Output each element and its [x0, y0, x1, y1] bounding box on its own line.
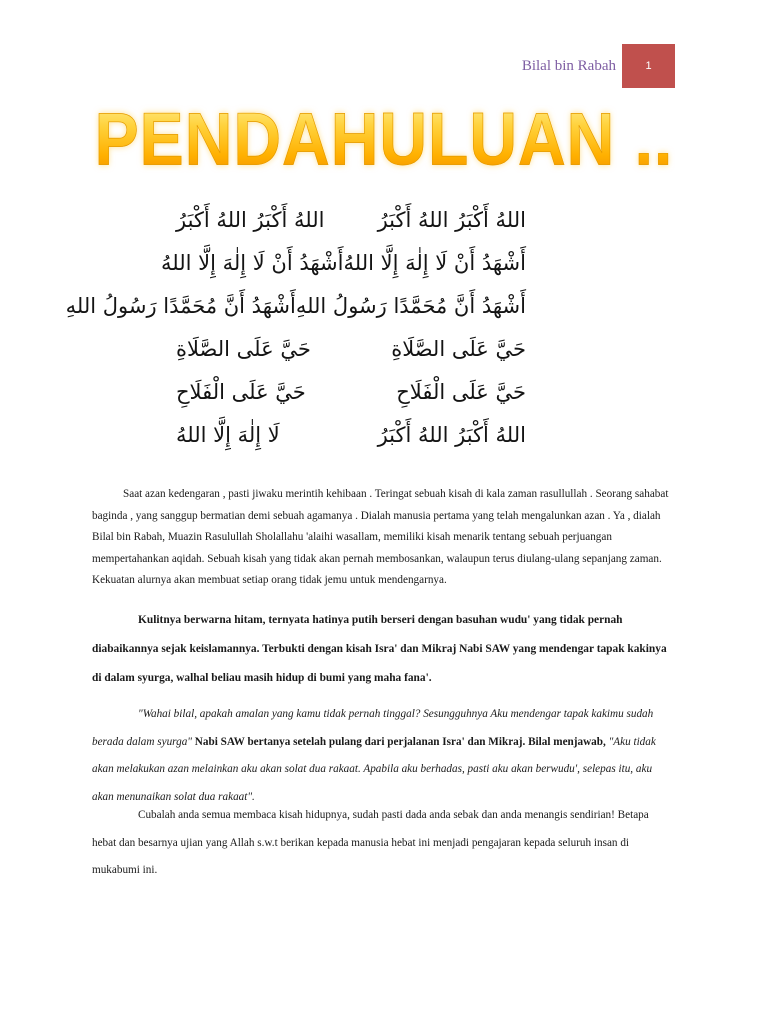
- azan-phrase: حَيَّ عَلَى الصَّلَاةِ: [176, 336, 311, 361]
- azan-row: [65, 284, 526, 327]
- page-number: 1: [645, 60, 652, 72]
- bilal-quote: "Aku tidak akan melakukan azan melainkan aku akan solat dua rakaat. Apabila aku berhadas, pasti aku akan berwudu', selepas itu, aku akan menunaikan solat dua rakaat".: [92, 735, 656, 803]
- azan-row: [176, 198, 526, 241]
- azan-calligraphy-image: [65, 198, 526, 460]
- intro-paragraph: Saat azan kedengaran , pasti jiwaku merintih kehibaan . Teringat sebuah kisah di kala zaman rasullullah . Seorang sahabat baginda , yang sanggup bermatian demi sebuah agamanya . Dialah manusia pertama yang telah mengalunkan azan . Ya , dialah Bilal bin Rabah, Muazin Rasulullah Sholallahu 'alaihi wasallam, memiliki kisah menarik tentang sebuah perjuangan mempertahankan aqidah. Sebuah kisah yang tidak akan pernah membosankan, walaupun terus diulang-ulang sepanjang zaman. Kekuatan alurnya akan membuat setiap orang tidak jemu untuk mendengarnya.: [92, 488, 669, 586]
- document-header-title: Bilal bin Rabah: [521, 58, 616, 74]
- azan-phrase: اللهُ أَكْبَرُ اللهُ أَكْبَرُ: [377, 422, 526, 447]
- azan-phrase: حَيَّ عَلَى الْفَلَاحِ: [176, 379, 306, 404]
- azan-phrase: حَيَّ عَلَى الْفَلَاحِ: [396, 379, 526, 404]
- description-paragraph: Kulitnya berwarna hitam, ternyata hatinya putih berseri dengan basuhan wudu' yang tidak pernah diabaikannya sejak keislamannya. Terbukti dengan kisah Isra' dan Mikraj Nabi SAW yang mendengar tapak kakinya di dalam syurga, walhal beliau masih hidup di bumi yang maha fana'.: [92, 614, 667, 684]
- azan-phrase: حَيَّ عَلَى الصَّلَاةِ: [391, 336, 526, 361]
- azan-row: [176, 413, 526, 456]
- azan-row: [176, 370, 526, 413]
- azan-phrase: أَشْهَدُ أَنَّ مُحَمَّدًا رَسُولُ اللهِ: [295, 293, 526, 318]
- azan-row: [176, 327, 526, 370]
- main-title: PENDAHULUAN ..: [0, 96, 768, 181]
- azan-row: [161, 241, 526, 284]
- azan-phrase: أَشْهَدُ أَنْ لَا إِلٰهَ إِلَّا اللهُ: [161, 250, 344, 275]
- dialogue-paragraph: [92, 701, 675, 811]
- closing-paragraph: Cubalah anda semua membaca kisah hidupnya, sudah pasti dada anda sebak dan anda menangis sendirian! Betapa hebat dan besarnya ujian yang Allah s.w.t berikan kepada manusia hebat ini menjadi pengajaran kepada seluruh insan di mukabumi ini.: [92, 809, 649, 876]
- azan-phrase: أَشْهَدُ أَنَّ مُحَمَّدًا رَسُولُ اللهِ: [65, 293, 296, 318]
- page-number-box: [622, 44, 675, 88]
- azan-phrase: اللهُ أَكْبَرُ اللهُ أَكْبَرُ: [377, 207, 526, 232]
- narration-text: Nabi SAW bertanya setelah pulang dari perjalanan Isra' dan Mikraj. Bilal menjawab,: [192, 735, 609, 748]
- azan-phrase: لَا إِلٰهَ إِلَّا اللهُ: [176, 422, 280, 447]
- azan-phrase: اللهُ أَكْبَرُ اللهُ أَكْبَرُ: [176, 207, 325, 232]
- prophet-quote: "Wahai bilal, apakah amalan yang kamu tidak pernah tinggal? Sesungguhnya Aku mendengar tapak kakimu sudah berada dalam syurga": [92, 708, 654, 748]
- azan-phrase: أَشْهَدُ أَنْ لَا إِلٰهَ إِلَّا اللهُ: [343, 250, 526, 275]
